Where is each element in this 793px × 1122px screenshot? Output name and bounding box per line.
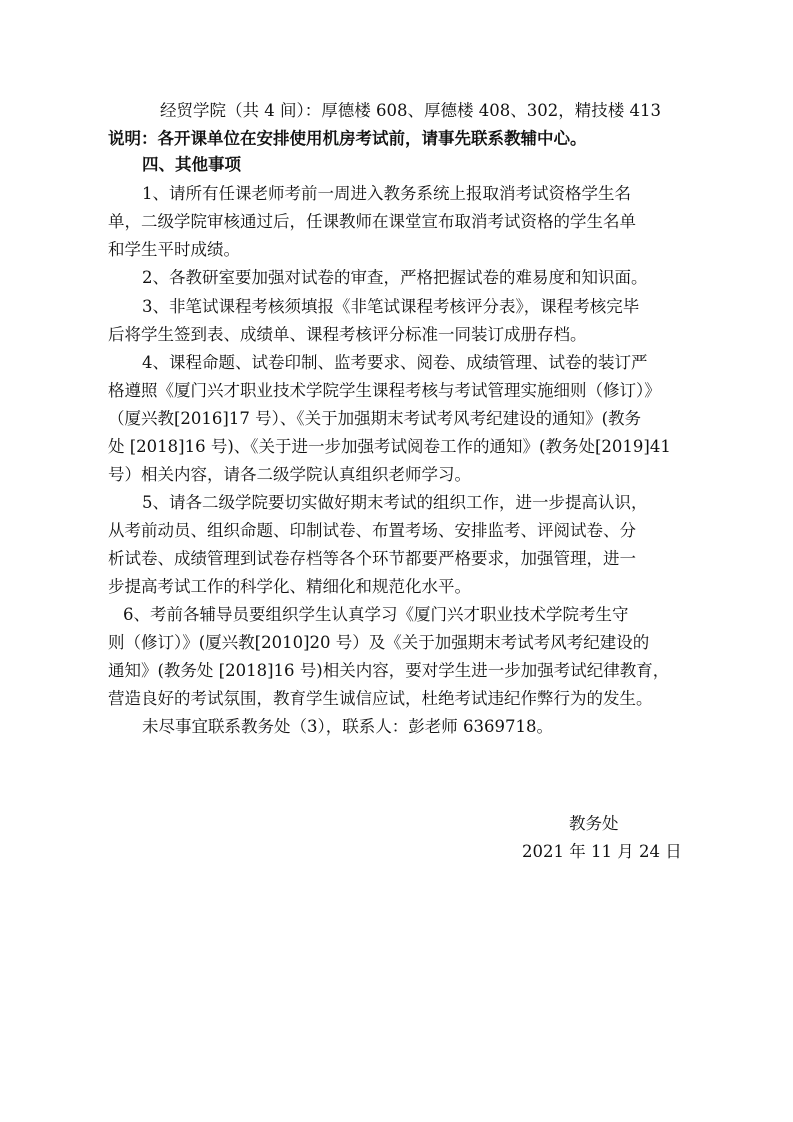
contact-line: 未尽事宜联系教务处（3），联系人：彭老师 6369718。 xyxy=(142,717,553,736)
classroom-list-line: 经贸学院（共 4 间）：厚德楼 608、厚德楼 408、302，精技楼 413 xyxy=(160,101,661,120)
signature-org: 教务处 xyxy=(569,814,619,833)
item-6-line-3: 通知》(教务处 [2018]16 号)相关内容，要对学生进一步加强考试纪律教育， xyxy=(108,661,670,680)
item-1-line-2: 单，二级学院审核通过后，任课教师在课堂宣布取消考试资格的学生名单 xyxy=(108,212,636,231)
item-4-line-1: 4、课程命题、试卷印制、监考要求、阅卷、成绩管理、试卷的装订严 xyxy=(142,353,648,372)
item-6-line-1: 6、考前各辅导员要组织学生认真学习《厦门兴才职业技术学院考生守 xyxy=(123,605,629,624)
note-line: 说明：各开课单位在安排使用机房考试前，请事先联系教辅中心。 xyxy=(108,129,587,148)
item-5-line-4: 步提高考试工作的科学化、精细化和规范化水平。 xyxy=(108,577,471,596)
item-5-line-1: 5、请各二级学院要切实做好期末考试的组织工作，进一步提高认识， xyxy=(142,493,648,512)
item-4-line-4: 处 [2018]16 号)、《关于进一步加强考试阅卷工作的通知》(教务处[2019]41 xyxy=(108,437,671,456)
item-6-line-4: 营造良好的考试氛围，教育学生诚信应试，杜绝考试违纪作弊行为的发生。 xyxy=(108,689,653,708)
item-3-line-1: 3、非笔试课程考核须填报《非笔试课程考核评分表》，课程考核完毕 xyxy=(142,297,640,316)
item-4-line-5: 号）相关内容，请各二级学院认真组织老师学习。 xyxy=(108,465,471,484)
item-1-line-3: 和学生平时成绩。 xyxy=(108,240,240,259)
item-1-line-1: 1、请所有任课老师考前一周进入教务系统上报取消考试资格学生名 xyxy=(142,184,631,203)
item-5-line-2: 从考前动员、组织命题、印制试卷、布置考场、安排监考、评阅试卷、分 xyxy=(108,521,636,540)
section-title: 四、其他事项 xyxy=(142,155,241,174)
item-5-line-3: 析试卷、成绩管理到试卷存档等各个环节都要严格要求，加强管理，进一 xyxy=(108,549,636,568)
item-4-line-2: 格遵照《厦门兴才职业技术学院学生课程考核与考试管理实施细则（修订）》 xyxy=(108,381,661,400)
item-2-line-1: 2、各教研室要加强对试卷的审查，严格把握试卷的难易度和知识面。 xyxy=(142,268,648,287)
item-4-line-3: （厦兴教[2016]17 号）、《关于加强期末考试考风考纪建设的通知》(教务 xyxy=(108,409,642,428)
item-6-line-2: 则（修订）》(厦兴教[2010]20 号）及《关于加强期末考试考风考纪建设的 xyxy=(108,633,650,652)
signature-date: 2021 年 11 月 24 日 xyxy=(522,842,682,861)
item-3-line-2: 后将学生签到表、成绩单、课程考核评分标准一同装订成册存档。 xyxy=(108,325,587,344)
